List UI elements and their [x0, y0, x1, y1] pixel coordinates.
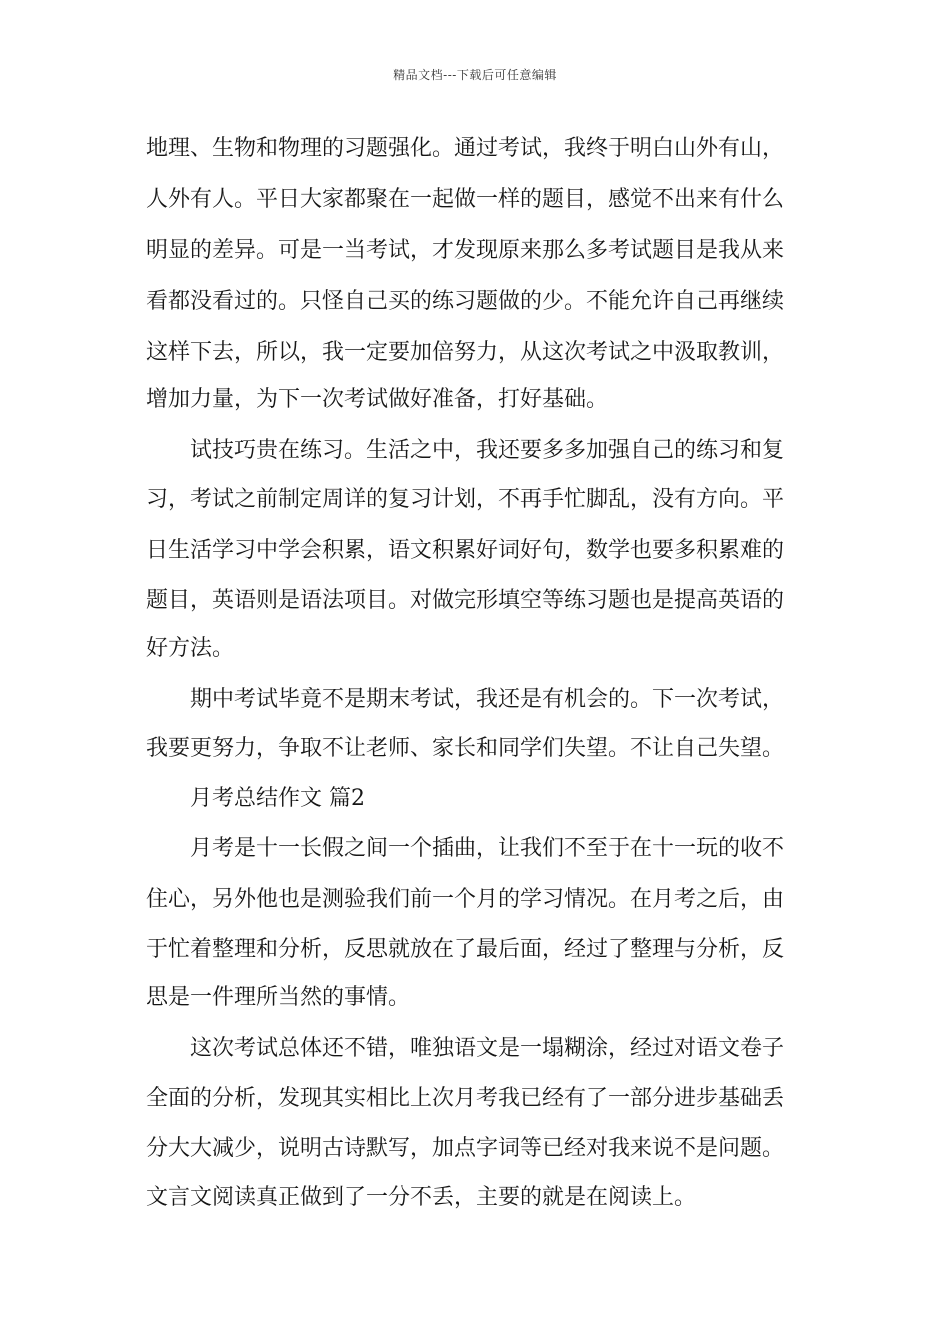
- text-line: 习，考试之前制定周详的复习计划，不再手忙脚乱，没有方向。平: [146, 487, 785, 512]
- text-line: 人外有人。平日大家都聚在一起做一样的题目，感觉不出来有什么: [146, 187, 785, 212]
- text-line: 看都没看过的。只怪自己买的练习题做的少。不能允许自己再继续: [146, 289, 785, 314]
- paragraph-first-line: 试技巧贵在练习。生活之中，我还要多多加强自己的练习和复: [190, 438, 785, 463]
- text-line: 地理、生物和物理的习题强化。通过考试，我终于明白山外有山，: [146, 136, 785, 161]
- text-line: 分大大减少，说明古诗默写，加点字词等已经对我来说不是问题。: [146, 1136, 785, 1161]
- paragraph-first-line: 这次考试总体还不错，唯独语文是一塌糊涂，经过对语文卷子: [190, 1036, 785, 1061]
- text-line: 于忙着整理和分析，反思就放在了最后面，经过了整理与分析，反: [146, 937, 785, 962]
- text-line: 这样下去，所以，我一定要加倍努力，从这次考试之中汲取教训，: [146, 340, 785, 365]
- text-line: 思是一件理所当然的事情。: [146, 985, 411, 1010]
- text-line: 明显的差异。可是一当考试，才发现原来那么多考试题目是我从来: [146, 238, 785, 263]
- section-heading: 月考总结作文 篇2: [190, 786, 365, 811]
- text-line: 文言文阅读真正做到了一分不丢，主要的就是在阅读上。: [146, 1185, 697, 1210]
- paragraph-first-line: 期中考试毕竟不是期末考试，我还是有机会的。下一次考试，: [190, 687, 785, 712]
- text-line: 全面的分析，发现其实相比上次月考我已经有了一部分进步基础丢: [146, 1086, 785, 1111]
- paragraph-first-line: 月考是十一长假之间一个插曲，让我们不至于在十一玩的收不: [190, 836, 785, 861]
- text-line: 我要更努力，争取不让老师、家长和同学们失望。不让自己失望。: [146, 736, 785, 761]
- text-line: 题目，英语则是语法项目。对做完形填空等练习题也是提高英语的: [146, 588, 785, 613]
- text-line: 日生活学习中学会积累，语文积累好词好句，数学也要多积累难的: [146, 538, 785, 563]
- text-line: 好方法。: [146, 636, 235, 661]
- text-line: 增加力量，为下一次考试做好准备，打好基础。: [146, 387, 609, 412]
- text-line: 住心，另外他也是测验我们前一个月的学习情况。在月考之后，由: [146, 887, 785, 912]
- page-header: 精品文档---下载后可任意编辑: [393, 68, 557, 82]
